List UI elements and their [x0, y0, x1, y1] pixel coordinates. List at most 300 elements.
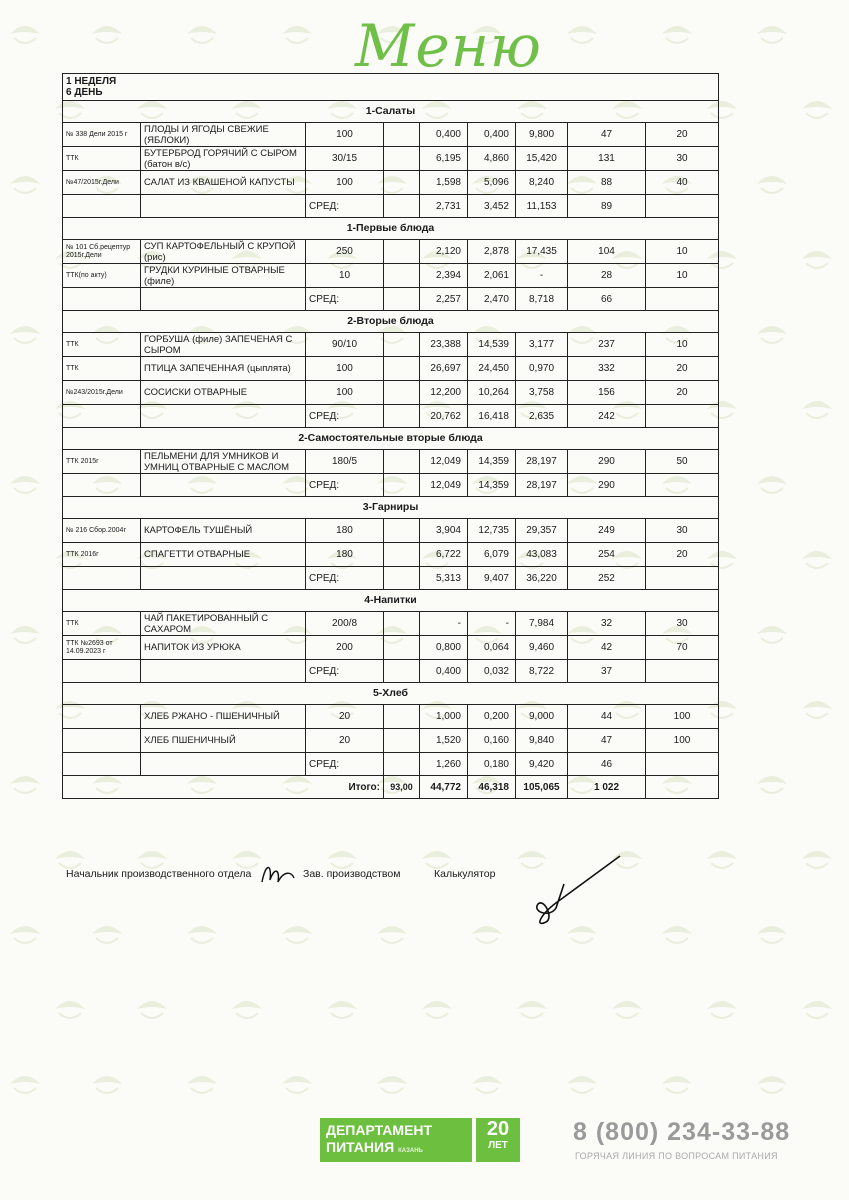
watermark-emblem — [755, 920, 789, 950]
table-row — [63, 450, 719, 474]
department-logo — [320, 1118, 522, 1162]
average-row — [63, 195, 719, 218]
watermark-emblem — [280, 20, 314, 50]
watermark-emblem — [755, 320, 789, 350]
price-value: 20 — [646, 381, 719, 405]
recipe-code: ТТК №2693 от 14.09.2023 г — [63, 636, 141, 660]
price-value: 10 — [646, 333, 719, 357]
logo-text — [320, 1118, 472, 1162]
protein-value: 12,049 — [420, 450, 468, 474]
empty-cell — [384, 753, 420, 776]
empty-cell — [141, 405, 306, 428]
table-row — [63, 381, 719, 405]
table-row — [63, 543, 719, 567]
fat-value: 10,264 — [468, 381, 516, 405]
fat-value: 6,079 — [468, 543, 516, 567]
portion-weight: 100 — [306, 171, 384, 195]
section-title: 2-Вторые блюда — [63, 311, 719, 333]
table-row — [63, 636, 719, 660]
empty-cell — [384, 123, 420, 147]
kcal-value: 88 — [568, 171, 646, 195]
section-title: 2-Самостоятельные вторые блюда — [63, 428, 719, 450]
empty-cell — [141, 195, 306, 218]
portion-weight: 100 — [306, 123, 384, 147]
kcal-value: 44 — [568, 705, 646, 729]
watermark-emblem — [800, 845, 834, 875]
dish-name: НАПИТОК ИЗ УРЮКА — [141, 636, 306, 660]
empty-cell — [384, 450, 420, 474]
empty-cell — [384, 171, 420, 195]
section-header — [63, 683, 719, 705]
avg-fat: 3,452 — [468, 195, 516, 218]
watermark-emblem — [90, 920, 124, 950]
section-header — [63, 101, 719, 123]
recipe-code: № 101 Сб.рецептур 2015г.Дели — [63, 240, 141, 264]
watermark-emblem — [325, 995, 359, 1025]
section-title: 3-Гарниры — [63, 497, 719, 519]
empty-cell — [646, 474, 719, 497]
protein-value: 26,697 — [420, 357, 468, 381]
signature-calc-label: Калькулятор — [434, 868, 496, 880]
watermark-emblem — [800, 245, 834, 275]
menu-table — [62, 73, 719, 799]
carb-value: - — [516, 264, 568, 288]
fat-value: 24,450 — [468, 357, 516, 381]
price-value: 70 — [646, 636, 719, 660]
watermark-emblem — [470, 1070, 504, 1100]
protein-value: 0,800 — [420, 636, 468, 660]
empty-cell — [63, 195, 141, 218]
price-value: 40 — [646, 171, 719, 195]
logo-line1: ДЕПАРТАМЕНТ — [326, 1122, 433, 1138]
empty-cell — [384, 705, 420, 729]
avg-kcal: 66 — [568, 288, 646, 311]
watermark-emblem — [8, 470, 42, 500]
watermark-emblem — [8, 920, 42, 950]
recipe-code: №47/2015г.Дели — [63, 171, 141, 195]
total-label: Итого: — [63, 776, 384, 799]
kcal-value: 131 — [568, 147, 646, 171]
total-p: 44,772 — [420, 776, 468, 799]
hotline-caption: ГОРЯЧАЯ ЛИНИЯ ПО ВОПРОСАМ ПИТАНИЯ — [575, 1151, 778, 1161]
logo-years: 20 — [486, 1118, 510, 1140]
empty-cell — [384, 567, 420, 590]
empty-cell — [63, 660, 141, 683]
average-row — [63, 405, 719, 428]
average-label: СРЕД: — [306, 405, 384, 428]
protein-value: 2,394 — [420, 264, 468, 288]
empty-cell — [141, 567, 306, 590]
signature-head-label: Начальник производственного отдела — [66, 868, 252, 880]
empty-cell — [384, 195, 420, 218]
empty-cell — [646, 288, 719, 311]
fat-value: 2,061 — [468, 264, 516, 288]
carb-value: 29,357 — [516, 519, 568, 543]
dish-name: ХЛЕБ ПШЕНИЧНЫЙ — [141, 729, 306, 753]
avg-protein: 12,049 — [420, 474, 468, 497]
avg-kcal: 242 — [568, 405, 646, 428]
kcal-value: 156 — [568, 381, 646, 405]
empty-cell — [646, 753, 719, 776]
kcal-value: 104 — [568, 240, 646, 264]
carb-value: 7,984 — [516, 612, 568, 636]
empty-cell — [384, 612, 420, 636]
kcal-value: 254 — [568, 543, 646, 567]
header-row — [63, 74, 719, 101]
empty-cell — [384, 729, 420, 753]
avg-kcal: 37 — [568, 660, 646, 683]
signature-calc-mark — [520, 848, 630, 930]
watermark-emblem — [8, 320, 42, 350]
protein-value: 6,195 — [420, 147, 468, 171]
avg-carb: 8,718 — [516, 288, 568, 311]
dish-name: КАРТОФЕЛЬ ТУШЁНЫЙ — [141, 519, 306, 543]
kcal-value: 249 — [568, 519, 646, 543]
dish-name: СПАГЕТТИ ОТВАРНЫЕ — [141, 543, 306, 567]
recipe-code: ТТК 2015г — [63, 450, 141, 474]
avg-kcal: 252 — [568, 567, 646, 590]
watermark-emblem — [755, 170, 789, 200]
watermark-emblem — [280, 920, 314, 950]
empty-cell — [63, 405, 141, 428]
total-kcal: 1 022 — [568, 776, 646, 799]
watermark-emblem — [185, 920, 219, 950]
dish-name: ПТИЦА ЗАПЕЧЕННАЯ (цыплята) — [141, 357, 306, 381]
section-title: 1-Салаты — [63, 101, 719, 123]
watermark-emblem — [800, 545, 834, 575]
watermark-emblem — [90, 20, 124, 50]
kcal-value: 47 — [568, 123, 646, 147]
protein-value: 23,388 — [420, 333, 468, 357]
average-label: СРЕД: — [306, 660, 384, 683]
section-header — [63, 311, 719, 333]
watermark-emblem — [800, 95, 834, 125]
avg-protein: 0,400 — [420, 660, 468, 683]
avg-protein: 5,313 — [420, 567, 468, 590]
fat-value: 2,878 — [468, 240, 516, 264]
kcal-value: 332 — [568, 357, 646, 381]
avg-protein: 20,762 — [420, 405, 468, 428]
watermark-emblem — [755, 470, 789, 500]
logo-line2: ПИТАНИЯ — [326, 1139, 395, 1155]
section-title: 4-Напитки — [63, 590, 719, 612]
average-label: СРЕД: — [306, 288, 384, 311]
watermark-emblem — [755, 770, 789, 800]
empty-cell — [141, 660, 306, 683]
watermark-emblem — [90, 1070, 124, 1100]
avg-kcal: 290 — [568, 474, 646, 497]
average-row — [63, 288, 719, 311]
recipe-code: ТТК — [63, 333, 141, 357]
protein-value: 1,520 — [420, 729, 468, 753]
average-label: СРЕД: — [306, 753, 384, 776]
table-row — [63, 729, 719, 753]
protein-value: 2,120 — [420, 240, 468, 264]
table-row — [63, 171, 719, 195]
recipe-code: № 216 Сбор.2004г — [63, 519, 141, 543]
carb-value: 3,177 — [516, 333, 568, 357]
recipe-code — [63, 729, 141, 753]
carb-value: 8,240 — [516, 171, 568, 195]
empty-cell — [384, 147, 420, 171]
table-row — [63, 147, 719, 171]
recipe-code: ТТК — [63, 612, 141, 636]
carb-value: 0,970 — [516, 357, 568, 381]
price-value: 30 — [646, 519, 719, 543]
watermark-emblem — [755, 620, 789, 650]
avg-carb: 28,197 — [516, 474, 568, 497]
empty-cell — [384, 519, 420, 543]
watermark-emblem — [375, 1070, 409, 1100]
week-label: 1 НЕДЕЛЯ — [66, 76, 117, 87]
table-row — [63, 519, 719, 543]
avg-fat: 0,180 — [468, 753, 516, 776]
avg-carb: 8,722 — [516, 660, 568, 683]
portion-weight: 200 — [306, 636, 384, 660]
portion-weight: 180 — [306, 519, 384, 543]
watermark-emblem — [8, 1070, 42, 1100]
watermark-emblem — [185, 1070, 219, 1100]
empty-cell — [646, 567, 719, 590]
logo-anniversary — [476, 1118, 520, 1162]
dish-name: СОСИСКИ ОТВАРНЫЕ — [141, 381, 306, 405]
recipe-code: ТТК — [63, 357, 141, 381]
signature-head-mark — [258, 860, 298, 890]
table-row — [63, 357, 719, 381]
watermark-emblem — [755, 20, 789, 50]
dish-name: БУТЕРБРОД ГОРЯЧИЙ С СЫРОМ (батон в/с) — [141, 147, 306, 171]
dish-name: ГРУДКИ КУРИНЫЕ ОТВАРНЫЕ (филе) — [141, 264, 306, 288]
portion-weight: 90/10 — [306, 333, 384, 357]
portion-weight: 200/8 — [306, 612, 384, 636]
empty-cell — [384, 474, 420, 497]
avg-protein: 2,731 — [420, 195, 468, 218]
day-label: 6 ДЕНЬ — [66, 87, 103, 98]
empty-cell — [384, 264, 420, 288]
empty-cell — [384, 405, 420, 428]
watermark-emblem — [135, 995, 169, 1025]
protein-value: 1,598 — [420, 171, 468, 195]
carb-value: 15,420 — [516, 147, 568, 171]
price-value: 10 — [646, 264, 719, 288]
empty-cell — [384, 543, 420, 567]
recipe-code: ТТК 2016г — [63, 543, 141, 567]
empty-cell — [63, 288, 141, 311]
avg-protein: 2,257 — [420, 288, 468, 311]
empty-cell — [646, 660, 719, 683]
fat-value: 0,064 — [468, 636, 516, 660]
portion-weight: 10 — [306, 264, 384, 288]
empty-cell — [63, 753, 141, 776]
portion-weight: 250 — [306, 240, 384, 264]
price-value: 100 — [646, 705, 719, 729]
signature-manager-label: Зав. производством — [303, 868, 401, 880]
avg-fat: 9,407 — [468, 567, 516, 590]
average-label: СРЕД: — [306, 195, 384, 218]
protein-value: 12,200 — [420, 381, 468, 405]
watermark-emblem — [755, 1070, 789, 1100]
fat-value: 4,860 — [468, 147, 516, 171]
carb-value: 9,840 — [516, 729, 568, 753]
watermark-emblem — [470, 920, 504, 950]
portion-weight: 100 — [306, 357, 384, 381]
table-row — [63, 264, 719, 288]
portion-weight: 100 — [306, 381, 384, 405]
protein-value: - — [420, 612, 468, 636]
price-value: 30 — [646, 612, 719, 636]
total-row — [63, 776, 719, 799]
empty-cell — [384, 240, 420, 264]
avg-fat: 2,470 — [468, 288, 516, 311]
fat-value: 5,096 — [468, 171, 516, 195]
empty-cell — [646, 776, 719, 799]
watermark-emblem — [185, 20, 219, 50]
total-f: 46,318 — [468, 776, 516, 799]
portion-weight: 180/5 — [306, 450, 384, 474]
watermark-emblem — [515, 995, 549, 1025]
watermark-emblem — [660, 920, 694, 950]
carb-value: 17,435 — [516, 240, 568, 264]
empty-cell — [63, 474, 141, 497]
kcal-value: 42 — [568, 636, 646, 660]
average-label: СРЕД: — [306, 474, 384, 497]
table-row — [63, 333, 719, 357]
avg-carb: 2,635 — [516, 405, 568, 428]
fat-value: 0,200 — [468, 705, 516, 729]
empty-cell — [141, 288, 306, 311]
dish-name: ЧАЙ ПАКЕТИРОВАННЫЙ С САХАРОМ — [141, 612, 306, 636]
watermark-emblem — [800, 695, 834, 725]
price-value: 100 — [646, 729, 719, 753]
portion-weight: 30/15 — [306, 147, 384, 171]
section-header — [63, 497, 719, 519]
watermark-emblem — [565, 20, 599, 50]
average-label: СРЕД: — [306, 567, 384, 590]
table-row — [63, 705, 719, 729]
watermark-emblem — [660, 20, 694, 50]
logo-city: КАЗАНЬ — [398, 1148, 423, 1154]
watermark-emblem — [565, 1070, 599, 1100]
section-header — [63, 428, 719, 450]
empty-cell — [141, 753, 306, 776]
carb-value: 43,083 — [516, 543, 568, 567]
total-c: 105,065 — [516, 776, 568, 799]
empty-cell — [63, 567, 141, 590]
avg-fat: 0,032 — [468, 660, 516, 683]
portion-weight: 180 — [306, 543, 384, 567]
price-value: 20 — [646, 357, 719, 381]
carb-value: 9,460 — [516, 636, 568, 660]
avg-carb: 36,220 — [516, 567, 568, 590]
dish-name: ГОРБУША (филе) ЗАПЕЧЕНАЯ С СЫРОМ — [141, 333, 306, 357]
empty-cell — [141, 474, 306, 497]
empty-cell — [646, 405, 719, 428]
price-value: 10 — [646, 240, 719, 264]
price-value: 50 — [646, 450, 719, 474]
price-value: 30 — [646, 147, 719, 171]
price-value: 20 — [646, 123, 719, 147]
fat-value: - — [468, 612, 516, 636]
dish-name: САЛАТ ИЗ КВАШЕНОЙ КАПУСТЫ — [141, 171, 306, 195]
protein-value: 1,000 — [420, 705, 468, 729]
hotline-phone: 8 (800) 234-33-88 — [573, 1118, 791, 1146]
kcal-value: 32 — [568, 612, 646, 636]
carb-value: 3,758 — [516, 381, 568, 405]
recipe-code — [63, 705, 141, 729]
dish-name: ХЛЕБ РЖАНО - ПШЕНИЧНЫЙ — [141, 705, 306, 729]
kcal-value: 237 — [568, 333, 646, 357]
avg-fat: 16,418 — [468, 405, 516, 428]
recipe-code: ТТК(по акту) — [63, 264, 141, 288]
portion-weight: 20 — [306, 705, 384, 729]
watermark-emblem — [8, 620, 42, 650]
watermark-emblem — [230, 995, 264, 1025]
avg-carb: 9,420 — [516, 753, 568, 776]
watermark-emblem — [660, 1070, 694, 1100]
section-header — [63, 218, 719, 240]
watermark-emblem — [280, 1070, 314, 1100]
watermark-emblem — [8, 170, 42, 200]
section-title: 1-Первые блюда — [63, 218, 719, 240]
total-weight: 93,00 — [384, 776, 420, 799]
avg-kcal: 46 — [568, 753, 646, 776]
average-row — [63, 660, 719, 683]
dish-name: ПЕЛЬМЕНИ ДЛЯ УМНИКОВ И УМНИЦ ОТВАРНЫЕ С МАСЛОМ — [141, 450, 306, 474]
empty-cell — [384, 333, 420, 357]
price-value: 20 — [646, 543, 719, 567]
watermark-emblem — [375, 920, 409, 950]
fat-value: 12,735 — [468, 519, 516, 543]
kcal-value: 47 — [568, 729, 646, 753]
page-title: Меню — [355, 12, 542, 80]
kcal-value: 28 — [568, 264, 646, 288]
empty-cell — [384, 636, 420, 660]
empty-cell — [384, 660, 420, 683]
recipe-code: №243/2015г.Дели — [63, 381, 141, 405]
watermark-emblem — [705, 995, 739, 1025]
watermark-emblem — [800, 395, 834, 425]
table-row — [63, 240, 719, 264]
empty-cell — [384, 381, 420, 405]
table-row — [63, 612, 719, 636]
avg-protein: 1,260 — [420, 753, 468, 776]
watermark-emblem — [800, 995, 834, 1025]
watermark-emblem — [8, 770, 42, 800]
empty-cell — [646, 195, 719, 218]
recipe-code: № 338 Дели 2015 г — [63, 123, 141, 147]
logo-years-word: ЛЕТ — [488, 1140, 508, 1151]
protein-value: 0,400 — [420, 123, 468, 147]
dish-name: СУП КАРТОФЕЛЬНЫЙ С КРУПОЙ (рис) — [141, 240, 306, 264]
avg-fat: 14,359 — [468, 474, 516, 497]
dish-name: ПЛОДЫ И ЯГОДЫ СВЕЖИЕ (ЯБЛОКИ) — [141, 123, 306, 147]
watermark-emblem — [8, 20, 42, 50]
section-header — [63, 590, 719, 612]
portion-weight: 20 — [306, 729, 384, 753]
empty-cell — [384, 357, 420, 381]
watermark-emblem — [610, 995, 644, 1025]
fat-value: 0,400 — [468, 123, 516, 147]
avg-kcal: 89 — [568, 195, 646, 218]
table-row — [63, 123, 719, 147]
fat-value: 0,160 — [468, 729, 516, 753]
average-row — [63, 474, 719, 497]
fat-value: 14,359 — [468, 450, 516, 474]
avg-carb: 11,153 — [516, 195, 568, 218]
carb-value: 9,000 — [516, 705, 568, 729]
carb-value: 28,197 — [516, 450, 568, 474]
protein-value: 6,722 — [420, 543, 468, 567]
